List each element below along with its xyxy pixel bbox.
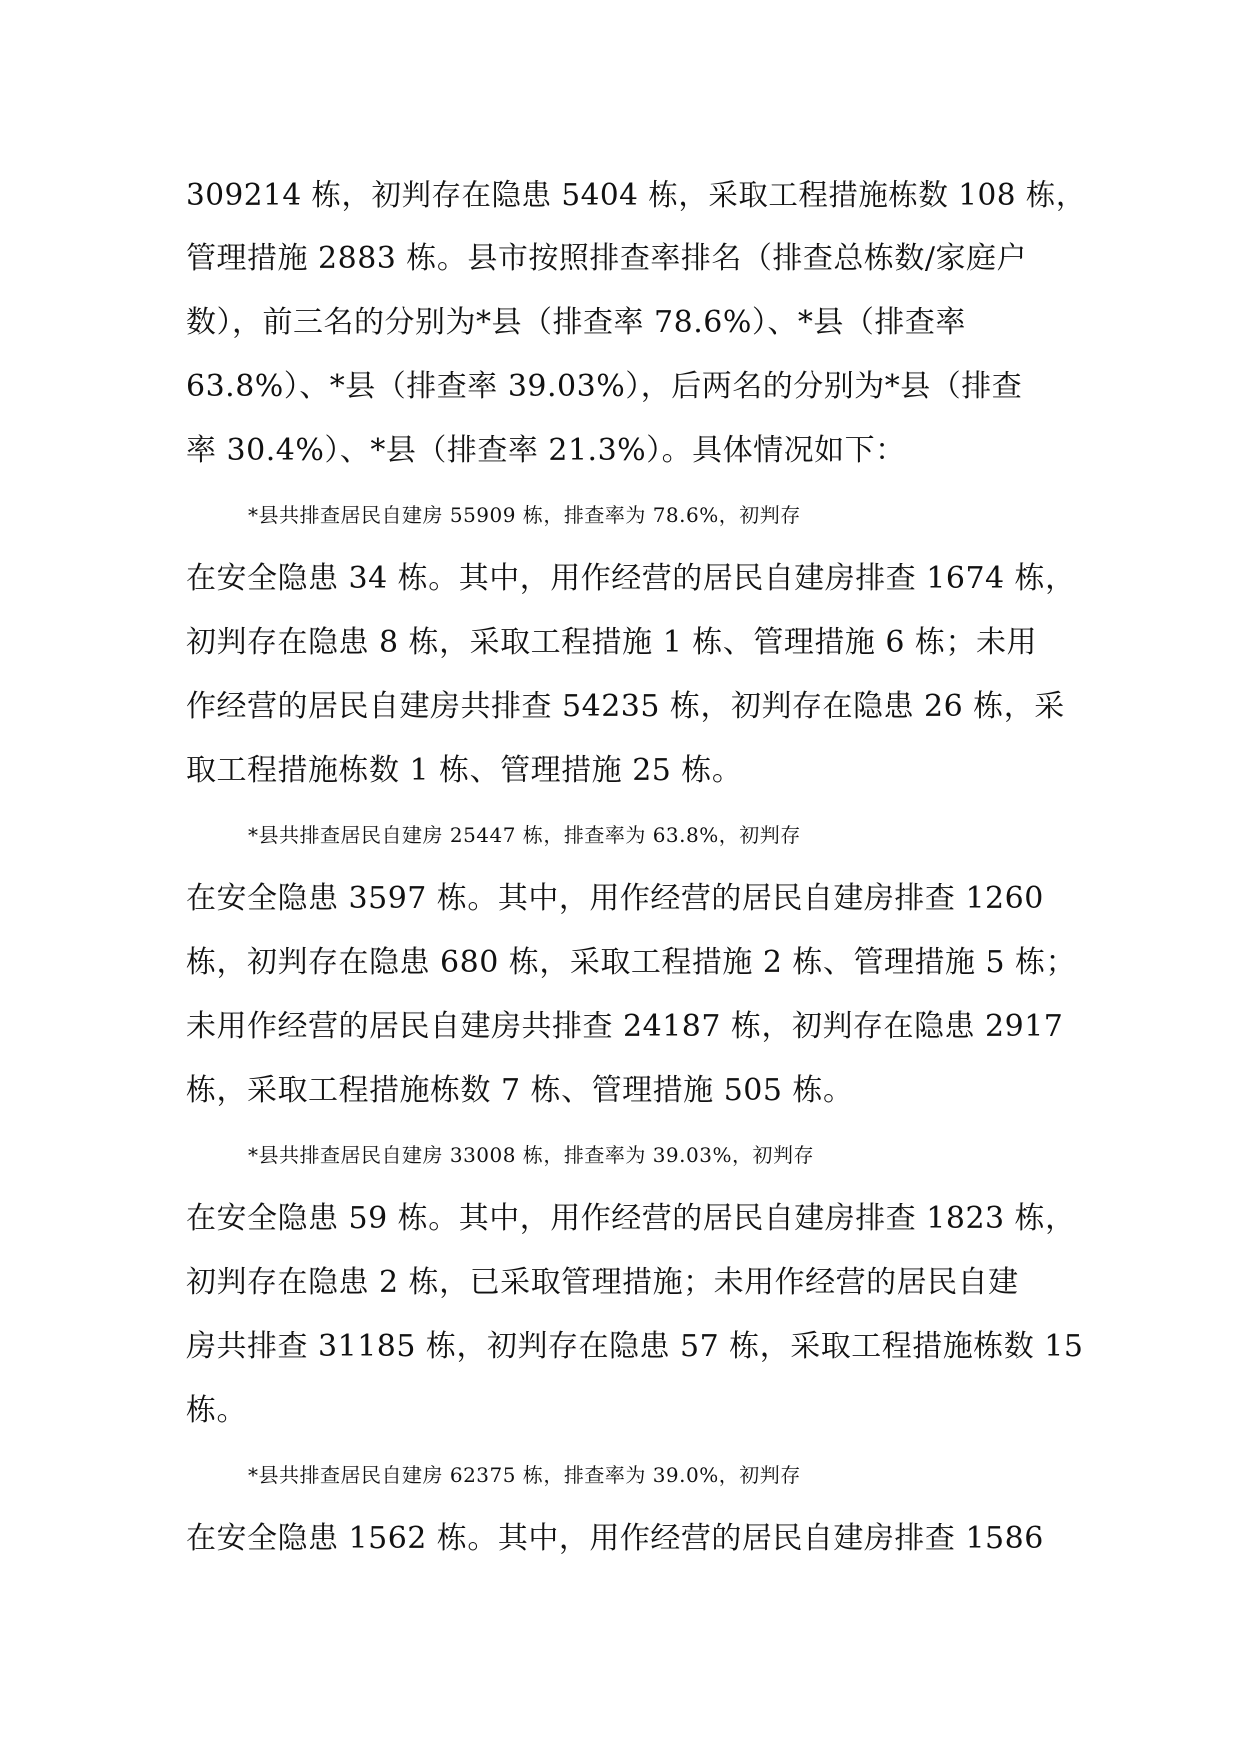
- text-line: 房共排查 31185 栋，初判存在隐患 57 栋，采取工程措施栋数 15: [186, 1329, 1084, 1364]
- paragraph-first-line: *县共排查居民自建房 55909 栋，排查率为 78.6%，初判存: [248, 503, 801, 527]
- text-line: 初判存在隐患 2 栋，已采取管理措施；未用作经营的居民自建: [186, 1265, 1019, 1300]
- text-line: 取工程措施栋数 1 栋、管理措施 25 栋。: [186, 753, 743, 788]
- text-line: 在安全隐患 34 栋。其中，用作经营的居民自建房排查 1674 栋，: [186, 561, 1076, 596]
- text-line: 在安全隐患 1562 栋。其中，用作经营的居民自建房排查 1586: [186, 1521, 1044, 1556]
- text-line: 数），前三名的分别为*县（排查率 78.6%）、*县（排查率: [186, 305, 966, 340]
- text-line: 63.8%）、*县（排查率 39.03%），后两名的分别为*县（排查: [186, 369, 1023, 404]
- paragraph-first-line: *县共排查居民自建房 25447 栋，排查率为 63.8%，初判存: [248, 823, 801, 847]
- text-line: 在安全隐患 59 栋。其中，用作经营的居民自建房排查 1823 栋，: [186, 1201, 1076, 1236]
- text-line: 初判存在隐患 8 栋，采取工程措施 1 栋、管理措施 6 栋；未用: [186, 625, 1037, 660]
- text-line: 管理措施 2883 栋。县市按照排查率排名（排查总栋数/家庭户: [186, 241, 1028, 276]
- text-line: 309214 栋，初判存在隐患 5404 栋，采取工程措施栋数 108 栋，: [186, 178, 1086, 212]
- paragraph-first-line: *县共排查居民自建房 62375 栋，排查率为 39.0%，初判存: [248, 1463, 801, 1487]
- paragraph-first-line: *县共排查居民自建房 33008 栋，排查率为 39.03%，初判存: [248, 1143, 814, 1167]
- text-line: 在安全隐患 3597 栋。其中，用作经营的居民自建房排查 1260: [186, 881, 1044, 916]
- text-line: 栋，采取工程措施栋数 7 栋、管理措施 505 栋。: [186, 1073, 854, 1108]
- text-line: 栋。: [186, 1393, 247, 1428]
- text-line: 栋，初判存在隐患 680 栋，采取工程措施 2 栋、管理措施 5 栋；: [186, 945, 1077, 980]
- text-line: 未用作经营的居民自建房共排查 24187 栋，初判存在隐患 2917: [186, 1009, 1064, 1044]
- text-line: 率 30.4%）、*县（排查率 21.3%）。具体情况如下：: [186, 433, 906, 468]
- text-line: 作经营的居民自建房共排查 54235 栋，初判存在隐患 26 栋，采: [186, 689, 1065, 724]
